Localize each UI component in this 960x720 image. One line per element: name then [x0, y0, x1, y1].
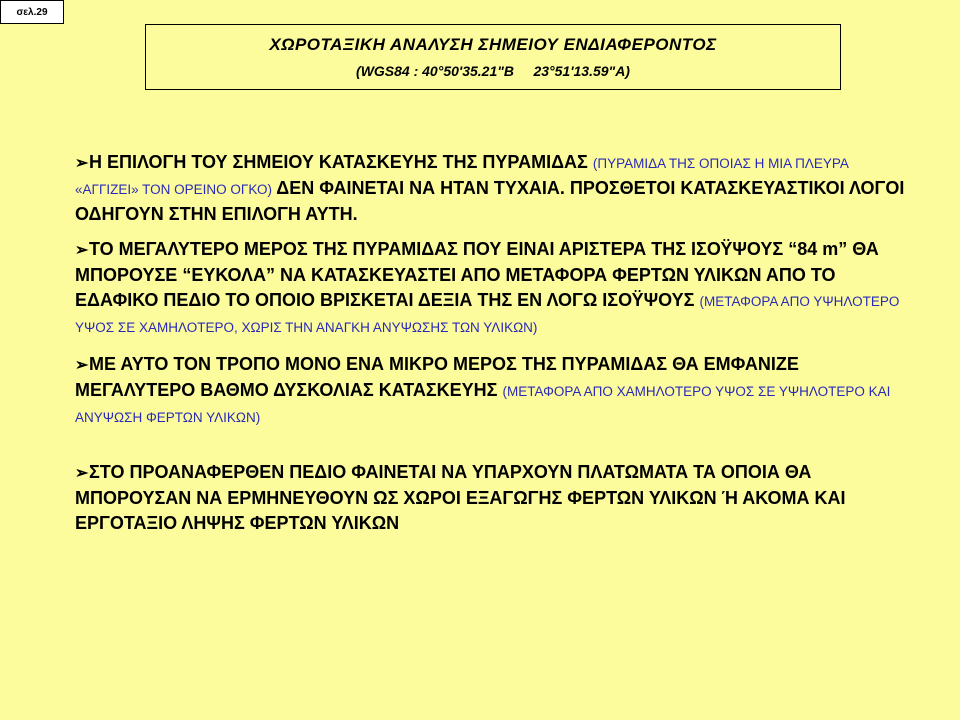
bullet-note: (ΜΕΤΑΦΟΡΑ ΑΠΟ ΧΑΜΗΛΟΤΕΡΟ ΥΨΟΣ ΣΕ ΥΨΗΛΟΤΕΡΟ ΚΑΙ ΑΝΥΨΩΣΗ ΦΕΡΤΩΝ ΥΛΙΚΩΝ): [75, 384, 891, 425]
bullet-item: [75, 460, 905, 536]
bullet-text: Η ΕΠΙΛΟΓΗ ΤΟΥ ΣΗΜΕΙΟΥ ΚΑΤΑΣΚΕΥΗΣ ΤΗΣ ΠΥΡΑΜΙΔΑΣ: [89, 152, 588, 172]
slide-title: ΧΩΡΟΤΑΞΙΚΗ ΑΝΑΛΥΣΗ ΣΗΜΕΙΟΥ ΕΝΔΙΑΦΕΡΟΝΤΟΣ: [269, 35, 717, 54]
bullet-item: [75, 352, 905, 430]
arrow-bullet-icon: ➢: [75, 155, 89, 172]
arrow-bullet-icon: ➢: [75, 357, 89, 374]
bullet-list: [75, 150, 905, 548]
bullet-note: (ΠΥΡΑΜΙΔΑ ΤΗΣ ΟΠΟΙΑΣ Η ΜΙΑ ΠΛΕΥΡΑ «ΑΓΓΙΖΕΙ» ΤΟΝ ΟΡΕΙΝΟ ΟΓΚΟ): [75, 156, 849, 197]
page-number-tag: σελ.29: [0, 0, 64, 24]
bullet-note: (ΜΕΤΑΦΟΡΑ ΑΠΟ ΥΨΗΛΟΤΕΡΟ ΥΨΟΣ ΣΕ ΧΑΜΗΛΟΤΕΡΟ, ΧΩΡΙΣ ΤΗΝ ΑΝΑΓΚΗ ΑΝΥΨΩΣΗΣ ΤΩΝ ΥΛΙΚΩΝ): [75, 294, 900, 335]
coordinates-subtitle: (WGS84 : 40°50'35.21"Β 23°51'13.59"Α): [356, 63, 630, 79]
title-box: [145, 24, 841, 90]
bullet-text: ΣΤΟ ΠΡΟΑΝΑΦΕΡΘΕΝ ΠΕΔΙΟ ΦΑΙΝΕΤΑΙ ΝΑ ΥΠΑΡΧΟΥΝ ΠΛΑΤΩΜΑΤΑ ΤΑ ΟΠΟΙΑ ΘΑ ΜΠΟΡΟΥΣΑΝ ΝΑ ΕΡΜΗΝΕΥΘΟΥΝ ΩΣ ΧΩΡΟΙ ΕΞΑΓΩΓΗΣ ΦΕΡΤΩΝ ΥΛΙΚΩΝ Ή ΑΚΟΜΑ ΚΑΙ ΕΡΓΟΤΑΞΙΟ ΛΗΨΗΣ ΦΕΡΤΩΝ ΥΛΙΚΩΝ: [75, 462, 846, 533]
arrow-bullet-icon: ➢: [75, 242, 89, 259]
arrow-bullet-icon: ➢: [75, 465, 89, 482]
bullet-item: [75, 237, 905, 340]
bullet-text: ΔΕΝ ΦΑΙΝΕΤΑΙ ΝΑ ΗΤΑΝ ΤΥΧΑΙΑ. ΠΡΟΣΘΕΤΟΙ ΚΑΤΑΣΚΕΥΑΣΤΙΚΟΙ ΛΟΓΟΙ ΟΔΗΓΟΥΝ ΣΤΗΝ ΕΠΙΛΟΓΗ ΑΥΤΗ.: [75, 178, 905, 224]
bullet-text: ΜΕ ΑΥΤΟ ΤΟΝ ΤΡΟΠΟ ΜΟΝΟ ΕΝΑ ΜΙΚΡΟ ΜΕΡΟΣ ΤΗΣ ΠΥΡΑΜΙΔΑΣ ΘΑ ΕΜΦΑΝΙΖΕ ΜΕΓΑΛΥΤΕΡΟ ΒΑΘΜΟ ΔΥΣΚΟΛΙΑΣ ΚΑΤΑΣΚΕΥΗΣ: [75, 354, 799, 400]
bullet-text: ΤΟ ΜΕΓΑΛΥΤΕΡΟ ΜΕΡΟΣ ΤΗΣ ΠΥΡΑΜΙΔΑΣ ΠΟΥ ΕΙΝΑΙ ΑΡΙΣΤΕΡΑ ΤΗΣ ΙΣΟΫΨΟΥΣ “84 m” ΘΑ ΜΠΟΡΟΥΣΕ “ΕΥΚΟΛΑ” ΝΑ ΚΑΤΑΣΚΕΥΑΣΤΕΙ ΑΠΟ ΜΕΤΑΦΟΡΑ ΦΕΡΤΩΝ ΥΛΙΚΩΝ ΑΠΟ ΤΟ ΕΔΑΦΙΚΟ ΠΕΔΙΟ ΤΟ ΟΠΟΙΟ ΒΡΙΣΚΕΤΑΙ ΔΕΞΙΑ ΤΗΣ ΕΝ ΛΟΓΩ ΙΣΟΫΨΟΥΣ: [75, 239, 879, 310]
bullet-item: [75, 150, 905, 227]
